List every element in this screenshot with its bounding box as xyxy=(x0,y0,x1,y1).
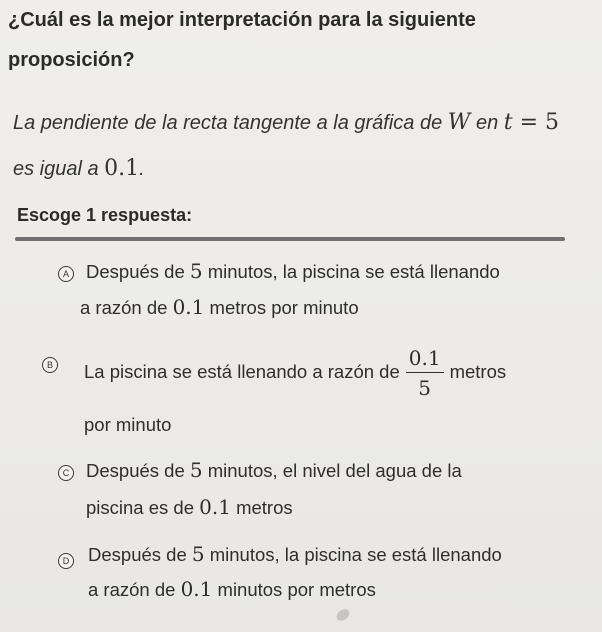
fraction xyxy=(406,346,444,400)
radio-d-icon[interactable]: D xyxy=(58,553,74,569)
question-title xyxy=(8,0,568,80)
option-d-number-1: 5 xyxy=(191,542,205,566)
choose-one-instruction: Escoge 1 respuesta: xyxy=(17,205,193,225)
fraction-numerator: 0.1 xyxy=(406,346,444,373)
proposition-text-part-2: en xyxy=(470,112,504,134)
option-a-text-mid: minutos, la piscina se está llenando xyxy=(202,261,500,282)
option-c-number-2: 0.1 xyxy=(199,495,231,519)
option-c-text-line2-post: metros xyxy=(230,497,293,518)
option-a-number-2: 0.1 xyxy=(172,295,205,319)
proposition-text-part-3: es igual a xyxy=(13,158,105,180)
radio-b-icon[interactable]: B xyxy=(42,357,58,373)
option-a-number-1: 5 xyxy=(189,259,203,283)
answer-option-d[interactable] xyxy=(0,537,602,617)
option-a-text-line2-post: metros por minuto xyxy=(204,297,359,318)
option-d-line-1 xyxy=(88,536,502,573)
option-a-text-line2-pre: a razón de xyxy=(80,297,173,318)
option-b-text-post: metros xyxy=(449,361,507,382)
option-b-line-1 xyxy=(84,339,506,405)
option-d-text-line2-post: minutos por metros xyxy=(212,579,376,600)
proposition-line-2 xyxy=(13,146,593,192)
equals-value: = 5 xyxy=(512,110,560,135)
proposition-text xyxy=(13,100,593,192)
divider xyxy=(15,237,565,241)
question-line-2: proposición? xyxy=(8,49,135,71)
option-d-line-2 xyxy=(88,571,376,608)
variable-t: t xyxy=(503,110,513,135)
radio-c-icon[interactable]: C xyxy=(58,465,74,481)
fraction-denominator: 5 xyxy=(418,376,432,401)
option-c-line-2 xyxy=(86,489,293,526)
proposition-line-1 xyxy=(13,100,593,146)
question-line-1: ¿Cuál es la mejor interpretación para la siguiente xyxy=(8,9,476,31)
option-c-text-line2-pre: piscina es de xyxy=(86,497,200,518)
option-a-text-pre: Después de xyxy=(86,261,190,282)
answer-option-c[interactable] xyxy=(0,455,602,535)
option-c-text-mid: minutos, el nivel del agua de la xyxy=(202,460,462,481)
option-d-text-line2-pre: a razón de xyxy=(88,579,181,600)
option-d-text-mid: minutos, la piscina se está llenando xyxy=(204,544,502,565)
slope-value: 0.1 xyxy=(104,156,140,181)
option-d-text-pre: Después de xyxy=(88,544,192,565)
option-c-number-1: 5 xyxy=(189,458,203,482)
option-b-text-pre: La piscina se está llenando a razón de xyxy=(84,361,400,382)
option-c-line-1 xyxy=(86,452,462,489)
option-a-line-2 xyxy=(80,289,359,326)
proposition-text-part-1: La pendiente de la recta tangente a la gráfica de xyxy=(13,112,448,134)
answer-option-b[interactable] xyxy=(0,335,602,450)
variable-w: W xyxy=(447,110,471,135)
proposition-period: . xyxy=(139,158,145,180)
option-d-number-2: 0.1 xyxy=(180,577,213,601)
option-c-text-pre: Después de xyxy=(86,460,190,481)
radio-a-icon[interactable]: A xyxy=(58,266,74,282)
answer-option-a[interactable] xyxy=(0,255,602,335)
option-b-line-2: por minuto xyxy=(84,414,172,435)
option-a-line-1 xyxy=(86,253,500,290)
